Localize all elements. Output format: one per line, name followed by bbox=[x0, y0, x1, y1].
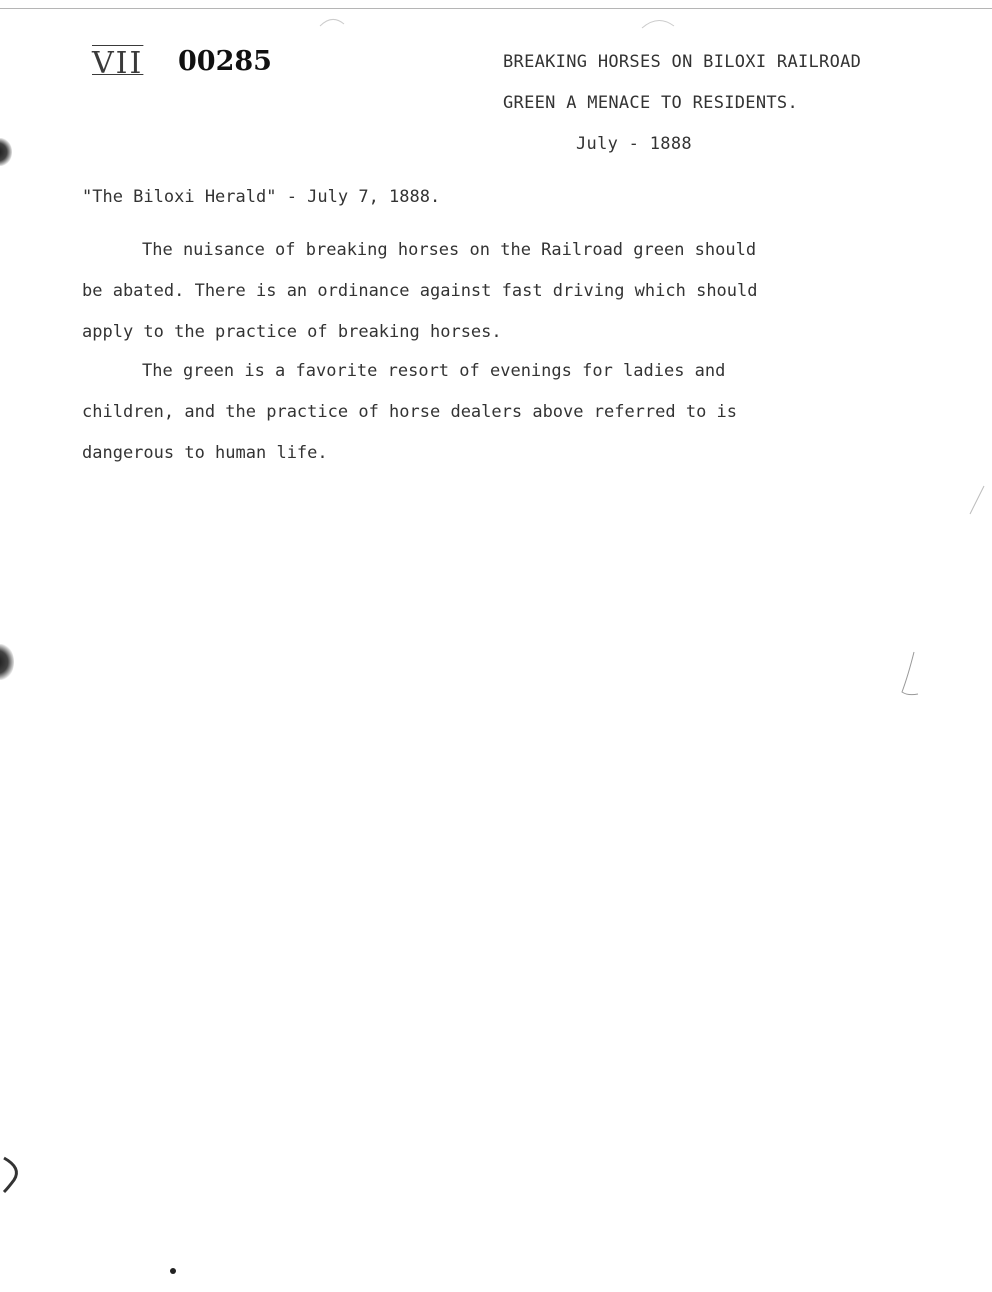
body-line: dangerous to human life. bbox=[82, 443, 328, 463]
paper-crease-mark bbox=[640, 14, 680, 34]
date-line: July - 1888 bbox=[576, 134, 692, 154]
source-citation: "The Biloxi Herald" - July 7, 1888. bbox=[82, 187, 441, 207]
body-line: The green is a favorite resort of evenings for ladies and bbox=[142, 361, 726, 381]
headline-line-1: BREAKING HORSES ON BILOXI RAILROAD bbox=[503, 52, 862, 72]
body-line: be abated. There is an ordinance against fast driving which should bbox=[82, 281, 758, 301]
punch-hole-mark bbox=[0, 644, 14, 680]
punch-hole-mark bbox=[0, 138, 12, 166]
ink-dot-mark bbox=[166, 1264, 180, 1278]
body-line: The nuisance of breaking horses on the Railroad green should bbox=[142, 240, 757, 260]
top-edge-rule bbox=[0, 8, 992, 9]
document-number: 00285 bbox=[178, 46, 272, 77]
body-line: apply to the practice of breaking horses. bbox=[82, 322, 502, 342]
headline-line-2: GREEN A MENACE TO RESIDENTS. bbox=[503, 93, 798, 113]
punch-hole-mark bbox=[0, 1150, 30, 1200]
paper-crease-mark bbox=[318, 12, 348, 32]
pencil-stroke-mark bbox=[884, 646, 924, 706]
pencil-stroke-mark bbox=[960, 480, 990, 530]
roman-numeral: VII bbox=[92, 46, 144, 81]
body-line: children, and the practice of horse dealers above referred to is bbox=[82, 402, 738, 422]
